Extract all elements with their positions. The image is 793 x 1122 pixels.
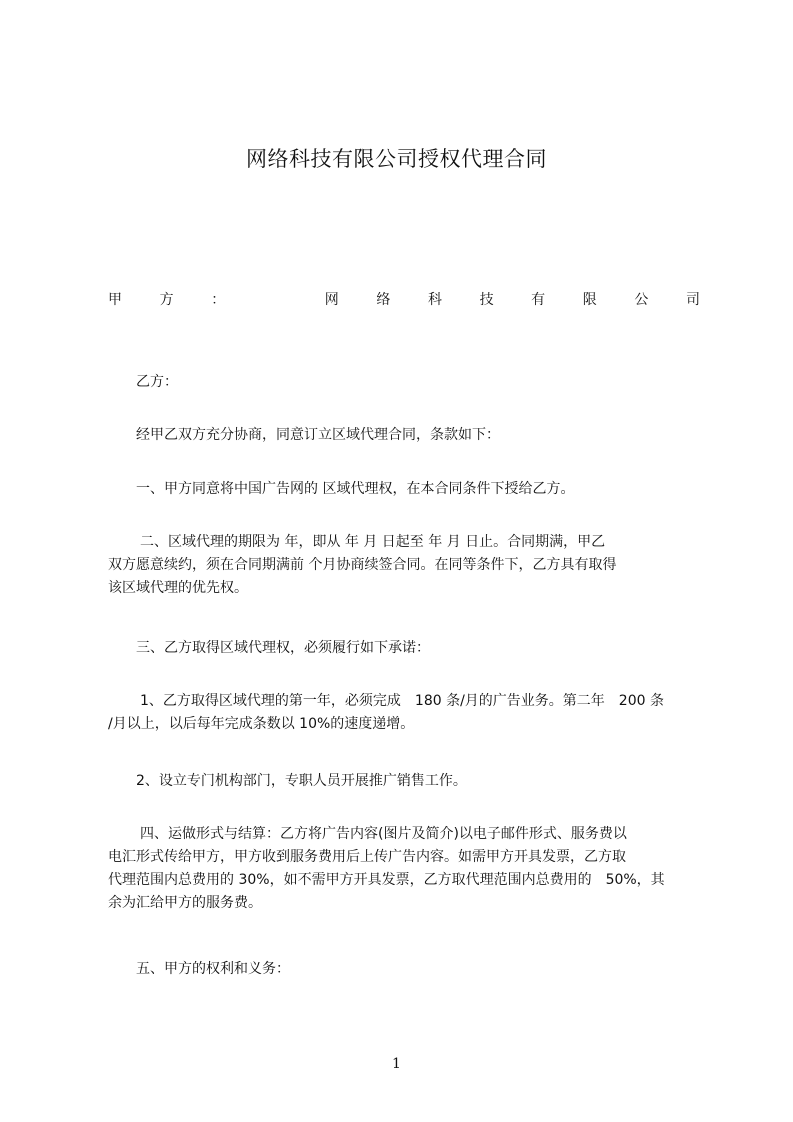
- clause-4-line: 四、运做形式与结算：乙方将广告内容(图片及简介)以电子邮件形式、服务费以: [140, 826, 627, 842]
- item-1: [108, 690, 700, 736]
- party-a-name-char: 司: [685, 292, 700, 308]
- clause-2-line: 双方愿意续约，须在合同期满前 个月协商续签合同。在同等条件下，乙方具有取得: [108, 557, 617, 573]
- party-a-label-char: ：: [211, 292, 226, 308]
- party-a-name-char: 络: [376, 292, 391, 308]
- party-a-name-char: 有: [531, 292, 546, 308]
- clause-2-line: 该区域代理的优先权。: [108, 580, 248, 596]
- clause-4-line: 电汇形式传给甲方，甲方收到服务费用后上传广告内容。如需甲方开具发票，乙方取: [108, 849, 626, 865]
- clause-1: 一、甲方同意将中国广告网的 区域代理权，在本合同条件下授给乙方。: [136, 481, 575, 497]
- item-2: 2、设立专门机构部门，专职人员开展推广销售工作。: [136, 773, 467, 789]
- party-a-line: [108, 289, 700, 311]
- item-1-line: 1、乙方取得区域代理的第一年，必须完成 180 条/月的广告业务。第二年 200 条: [140, 693, 664, 709]
- party-a-name-char: 公: [634, 292, 649, 308]
- party-a-name-char: 限: [582, 292, 597, 308]
- clause-2-line: 二、区域代理的期限为 年，即从 年 月 日起至 年 月 日止。合同期满，甲乙: [140, 534, 606, 550]
- party-b-label: 乙方：: [136, 374, 178, 390]
- party-a-name-char: 技: [479, 292, 494, 308]
- clause-4-line: 余为汇给甲方的服务费。: [108, 895, 262, 911]
- item-1-line: /月以上，以后每年完成条数以 10%的速度递增。: [108, 716, 415, 732]
- clause-3: 三、乙方取得区域代理权，必须履行如下承诺：: [136, 640, 430, 656]
- party-a-label-char: 甲: [108, 292, 122, 308]
- party-a-label-char: 方: [159, 292, 174, 308]
- contract-title: 网络科技有限公司授权代理合同: [246, 147, 547, 171]
- clause-4-line: 代理范围内总费用的 30%，如不需甲方开具发票，乙方取代理范围内总费用的 50%，其: [108, 872, 665, 888]
- intro-paragraph: 经甲乙双方充分协商，同意订立区域代理合同，条款如下：: [136, 427, 500, 443]
- clause-5: 五、甲方的权利和义务：: [136, 961, 290, 977]
- party-a-name-char: 科: [427, 292, 442, 308]
- clause-2: [108, 531, 700, 600]
- party-a-name-char: 网: [324, 292, 339, 308]
- clause-4: [108, 823, 700, 915]
- page-number: 1: [392, 1056, 401, 1072]
